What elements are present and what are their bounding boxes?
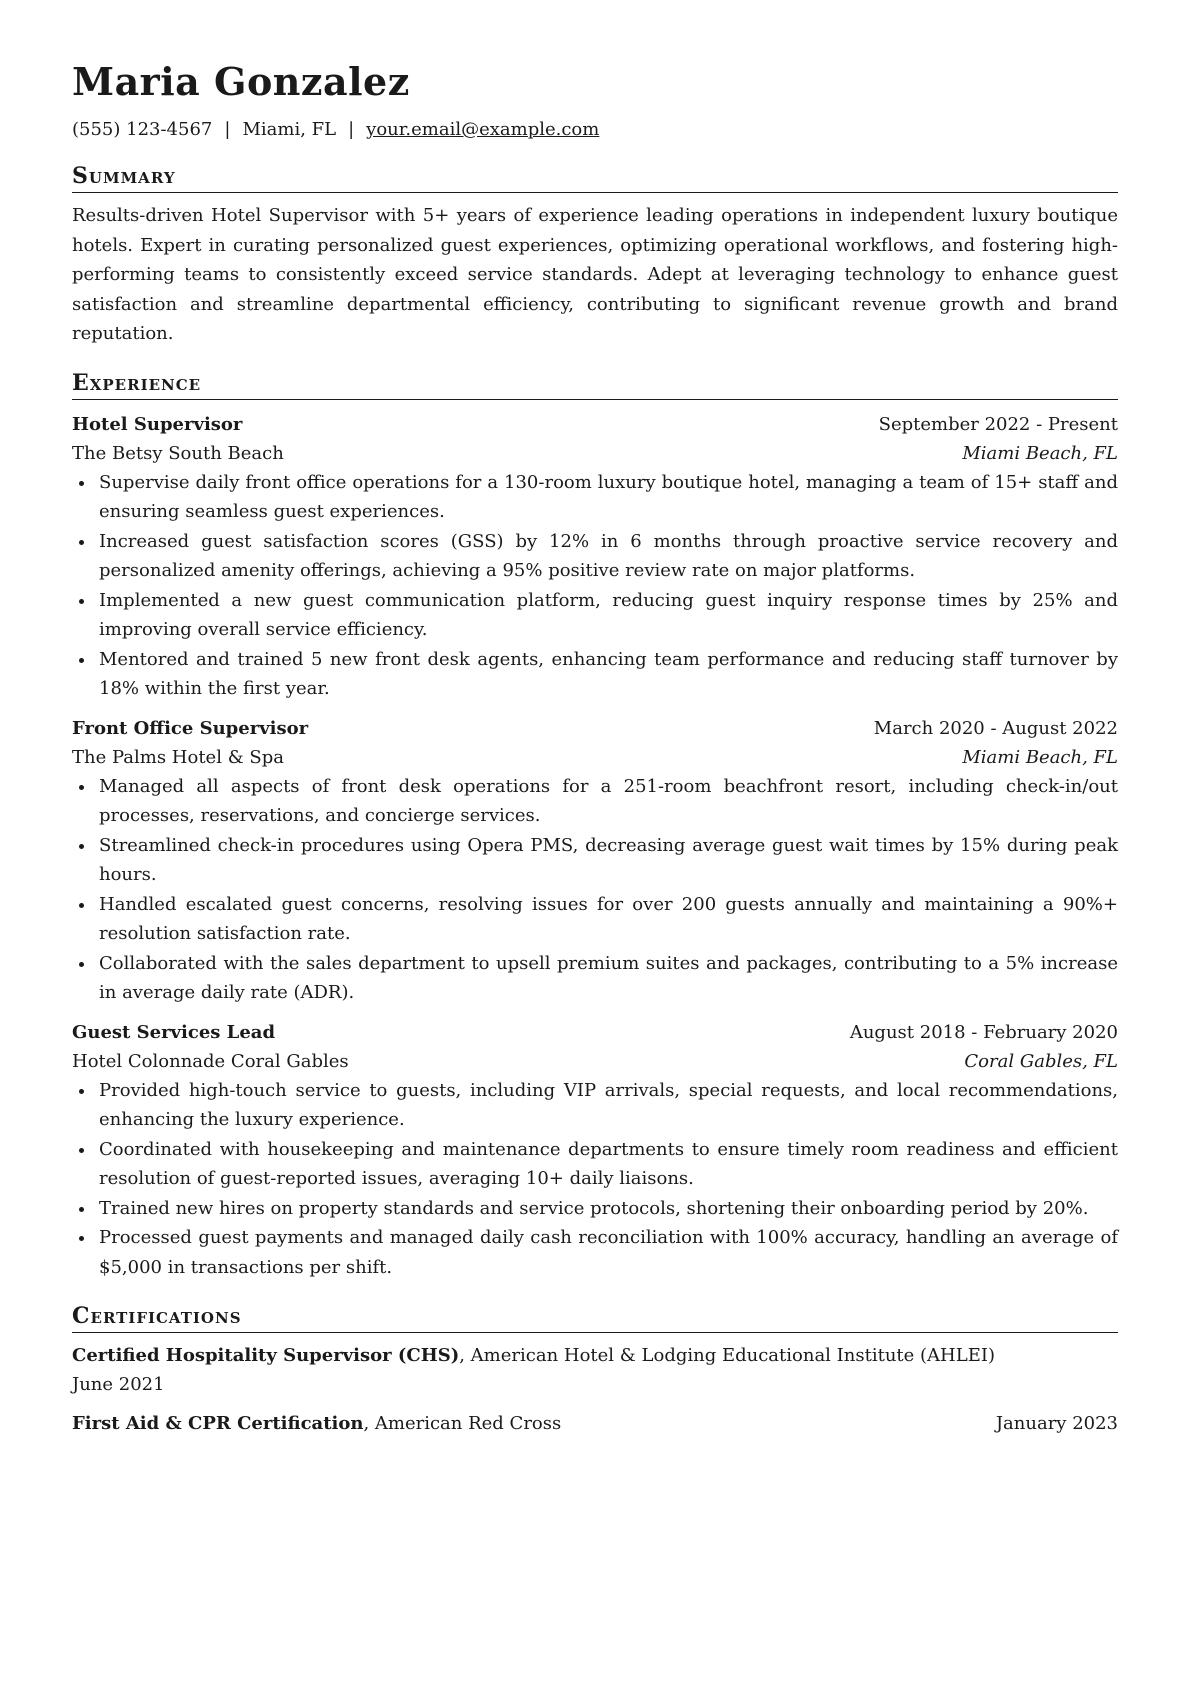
contact-separator: | [224, 119, 231, 140]
bullet-item: Increased guest satisfaction scores (GSS) by 12% in 6 months through proactive service recovery and personalized amenity offerings, achieving a 95% positive review rate on major platforms. [99, 527, 1118, 586]
bullet-item: Processed guest payments and managed daily cash reconciliation with 100% accuracy, handling an average of $5,000 in transactions per shift. [99, 1223, 1118, 1282]
bullet-item: Mentored and trained 5 new front desk agents, enhancing team performance and reducing staff turnover by 18% within the first year. [99, 645, 1118, 704]
certification-date: January 2023 [995, 1413, 1118, 1434]
contact-separator: | [348, 119, 355, 140]
job-header [72, 1018, 1118, 1047]
phone-number: (555) 123-4567 [72, 119, 213, 140]
certification-name: First Aid & CPR Certification [72, 1413, 364, 1434]
bullet-item: Managed all aspects of front desk operations for a 251-room beachfront resort, including check-in/out processes, reservations, and concierge services. [99, 772, 1118, 831]
email-link[interactable]: your.email@example.com [366, 119, 600, 140]
job-bullets [72, 468, 1118, 704]
job-title: Guest Services Lead [72, 1021, 276, 1043]
job-bullets [72, 1076, 1118, 1283]
bullet-item: Streamlined check-in procedures using Opera PMS, decreasing average guest wait times by 15% during peak hours. [99, 831, 1118, 890]
job-location: Coral Gables, FL [964, 1050, 1118, 1072]
job-subheader [72, 1047, 1118, 1076]
job-company: The Betsy South Beach [72, 442, 284, 464]
bullet-item: Handled escalated guest concerns, resolving issues for over 200 guests annually and maintaining a 90%+ resolution satisfaction rate. [99, 890, 1118, 949]
job-location: Miami Beach, FL [962, 442, 1118, 464]
bullet-item: Provided high-touch service to guests, including VIP arrivals, special requests, and local recommendations, enhancing the luxury experience. [99, 1076, 1118, 1135]
location: Miami, FL [242, 119, 337, 140]
job-company: Hotel Colonnade Coral Gables [72, 1050, 349, 1072]
certification-date: June 2021 [72, 1374, 165, 1395]
candidate-name: Maria Gonzalez [72, 59, 410, 104]
experience-list [72, 410, 1118, 1283]
job-title: Hotel Supervisor [72, 413, 243, 435]
job-subheader [72, 743, 1118, 772]
section-heading-certifications: Certifications [72, 1302, 1118, 1333]
job-header [72, 410, 1118, 439]
bullet-item: Implemented a new guest communication platform, reducing guest inquiry response times by 25% and improving overall service efficiency. [99, 586, 1118, 645]
certification-name: Certified Hospitality Supervisor (CHS) [72, 1345, 460, 1366]
bullet-item: Coordinated with housekeeping and maintenance departments to ensure timely room readiness and efficient resolution of guest-reported issues, averaging 10+ daily liaisons. [99, 1135, 1118, 1194]
bullet-item: Supervise daily front office operations for a 130-room luxury boutique hotel, managing a team of 15+ staff and ensuring seamless guest experiences. [99, 468, 1118, 527]
job-subheader [72, 439, 1118, 468]
job-bullets [72, 772, 1118, 1008]
job-entry [72, 1018, 1118, 1283]
job-entry [72, 410, 1118, 704]
bullet-item: Trained new hires on property standards and service protocols, shortening their onboarding period by 20%. [99, 1194, 1118, 1224]
certification-issuer: , American Hotel & Lodging Educational Institute (AHLEI) [459, 1345, 995, 1366]
section-heading-summary: Summary [72, 162, 1118, 193]
certification-item [72, 1341, 1118, 1370]
certification-issuer: , American Red Cross [363, 1413, 562, 1434]
job-dates: September 2022 - Present [878, 413, 1118, 435]
job-header [72, 714, 1118, 743]
job-title: Front Office Supervisor [72, 717, 309, 739]
job-dates: August 2018 - February 2020 [849, 1021, 1118, 1043]
summary-text: Results-driven Hotel Supervisor with 5+ years of experience leading operations in independent luxury boutique hotels. Expert in curating personalized guest experiences, optimizing operational workflows, and fostering high-performing teams to consistently exceed service standards. Adept at leveraging technology to enhance guest satisfaction and streamline departmental efficiency, contributing to significant revenue growth and brand reputation. [72, 205, 1118, 344]
contact-line [72, 118, 1118, 142]
bullet-item: Collaborated with the sales department to upsell premium suites and packages, contributing to a 5% increase in average daily rate (ADR). [99, 949, 1118, 1008]
job-location: Miami Beach, FL [962, 746, 1118, 768]
job-company: The Palms Hotel & Spa [72, 746, 285, 768]
job-dates: March 2020 - August 2022 [873, 717, 1118, 739]
section-heading-experience: Experience [72, 369, 1118, 400]
certification-item [72, 1409, 1118, 1438]
job-entry [72, 714, 1118, 1008]
